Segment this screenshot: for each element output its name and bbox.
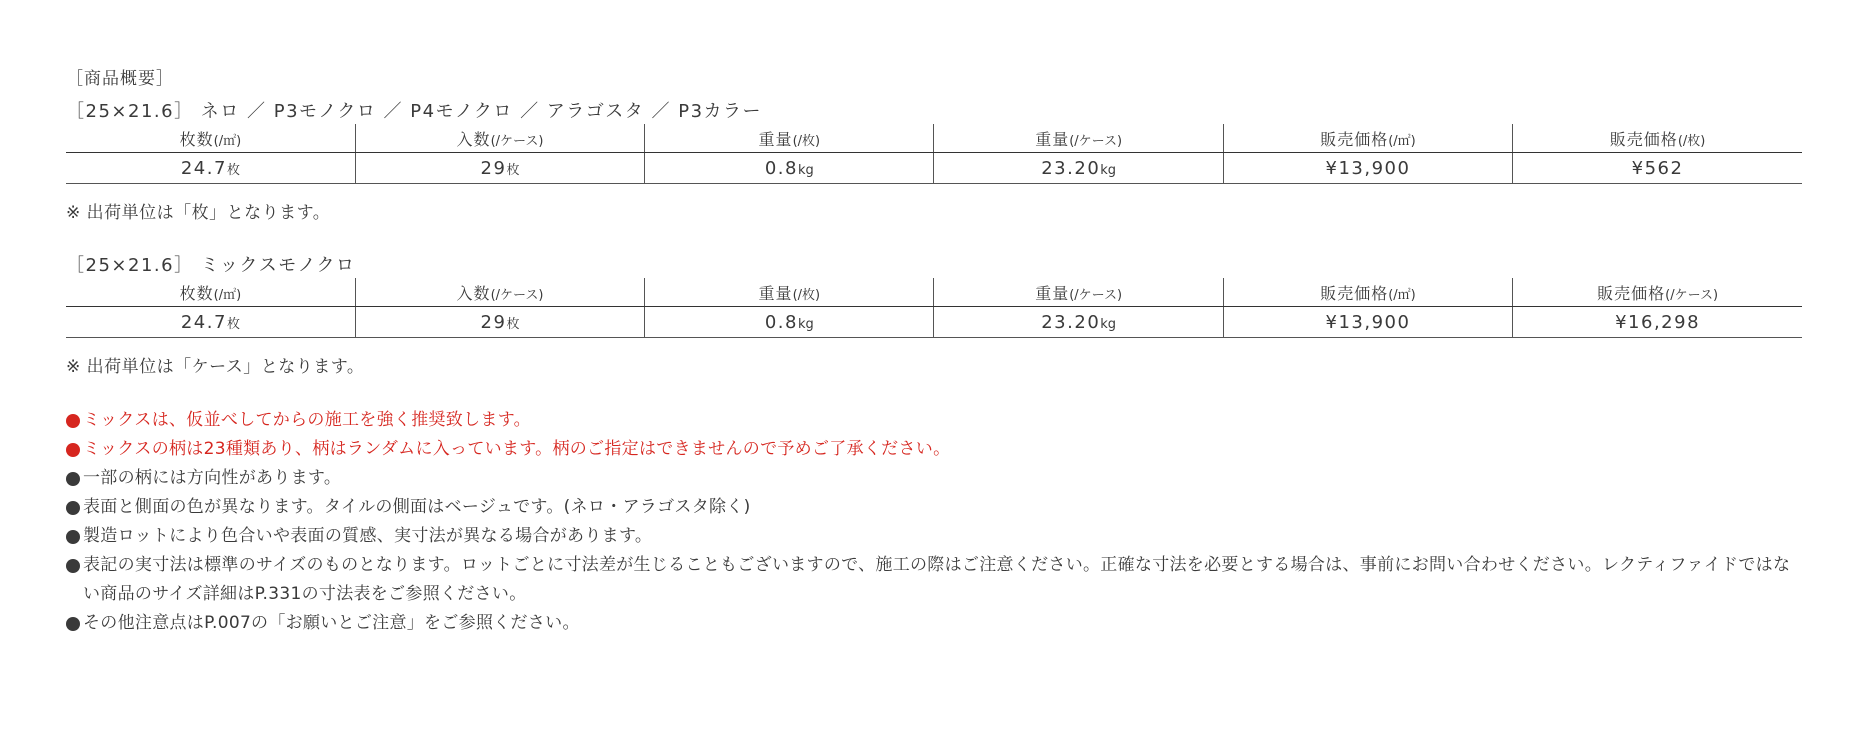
list-item: 表記の実寸法は標準のサイズのものとなります。ロットごとに寸法差が生じることもございますので、施工の際はご注意ください。正確な寸法を必要とする場合は、事前にお問い合わせください。レクティファイドではない商品のサイズ詳細はP.331の寸法表をご参照ください。 (66, 551, 1802, 609)
table-row (66, 307, 1802, 338)
bullet-icon (66, 530, 80, 544)
product-overview (66, 66, 1802, 638)
table-header-row (66, 278, 1802, 307)
table2-title: ［25×21.6］ ミックスモノクロ (66, 255, 356, 276)
value-cell: 0.8kg (645, 307, 934, 338)
list-item: ミックスの柄は23種類あり、柄はランダムに入っています。柄のご指定はできませんので予めご了承ください。 (66, 435, 1802, 464)
list-item: 一部の柄には方向性があります。 (66, 464, 1802, 493)
list-item: 表面と側面の色が異なります。タイルの側面はベージュです。(ネロ・アラゴスタ除く) (66, 493, 1802, 522)
list-item: 製造ロットにより色合いや表面の質感、実寸法が異なる場合があります。 (66, 522, 1802, 551)
header-cell: 入数(/ケース) (355, 278, 644, 307)
value-cell: ¥16,298 (1513, 307, 1802, 338)
value-cell: ¥562 (1513, 153, 1802, 184)
spec-table-2 (66, 278, 1802, 338)
value-cell: 0.8kg (645, 153, 934, 184)
value-cell: 23.20kg (934, 307, 1223, 338)
header-cell: 重量(/ケース) (934, 278, 1223, 307)
header-cell: 販売価格(/枚) (1513, 124, 1802, 153)
header-cell: 販売価格(/㎡) (1223, 124, 1512, 153)
spec-table-1 (66, 124, 1802, 184)
value-cell: ¥13,900 (1223, 153, 1512, 184)
table1-title: ［25×21.6］ ネロ ／ P3モノクロ ／ P4モノクロ ／ アラゴスタ ／ P3カラー (66, 101, 763, 122)
value-cell: ¥13,900 (1223, 307, 1512, 338)
bullet-icon (66, 501, 80, 515)
value-cell: 24.7枚 (66, 307, 355, 338)
list-item: その他注意点はP.007の「お願いとご注意」をご参照ください。 (66, 609, 1802, 638)
header-cell: 重量(/枚) (645, 278, 934, 307)
notes-list (66, 406, 1802, 638)
table-row (66, 153, 1802, 184)
value-cell: 23.20kg (934, 153, 1223, 184)
header-cell: 販売価格(/㎡) (1223, 278, 1512, 307)
red-bullet-icon (66, 414, 80, 428)
list-item: ミックスは、仮並べしてからの施工を強く推奨致します。 (66, 406, 1802, 435)
value-cell: 29枚 (355, 307, 644, 338)
header-cell: 販売価格(/ケース) (1513, 278, 1802, 307)
header-cell: 重量(/枚) (645, 124, 934, 153)
header-cell: 入数(/ケース) (355, 124, 644, 153)
shipping-unit-note-1: ※ 出荷単位は「枚」となります。 (66, 203, 331, 223)
value-cell: 29枚 (355, 153, 644, 184)
bullet-icon (66, 617, 80, 631)
section-title: ［商品概要］ (66, 69, 174, 89)
red-bullet-icon (66, 443, 80, 457)
value-cell: 24.7枚 (66, 153, 355, 184)
shipping-unit-note-2: ※ 出荷単位は「ケース」となります。 (66, 357, 365, 377)
header-cell: 重量(/ケース) (934, 124, 1223, 153)
table-header-row (66, 124, 1802, 153)
bullet-icon (66, 472, 80, 486)
header-cell: 枚数(/㎡) (66, 124, 355, 153)
bullet-icon (66, 559, 80, 573)
header-cell: 枚数(/㎡) (66, 278, 355, 307)
